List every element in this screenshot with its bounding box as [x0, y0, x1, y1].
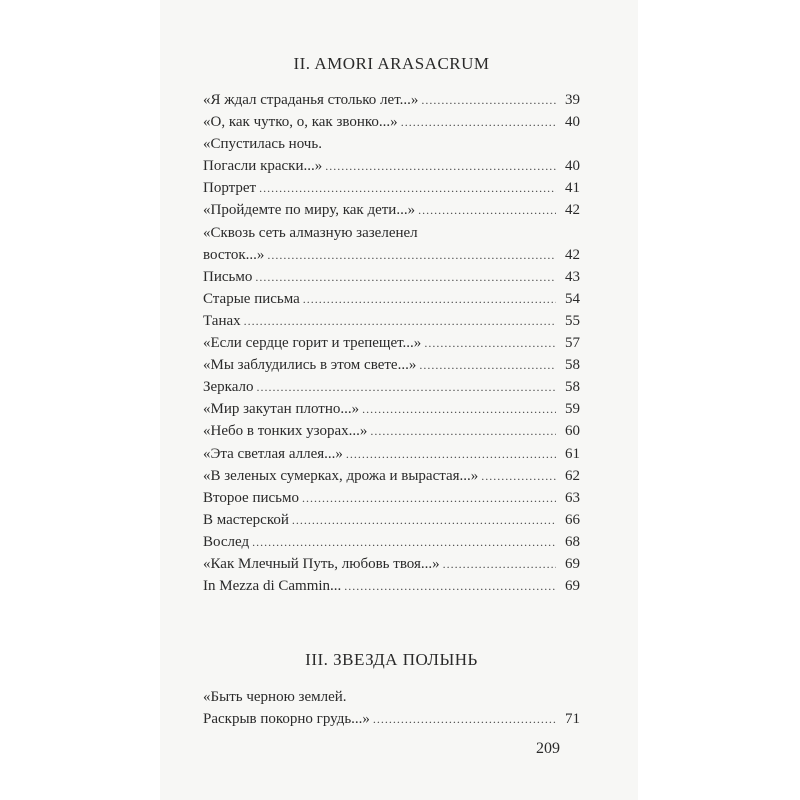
toc-entry-title: «Мир закутан плотно...» — [203, 401, 360, 418]
toc-entry-title: «Спустилась ночь. — [203, 136, 322, 153]
page-number: 209 — [536, 740, 560, 757]
toc-entry-page: 40 — [565, 114, 580, 131]
toc-entry-page: 59 — [565, 401, 580, 418]
toc-entry — [203, 398, 580, 420]
toc-entry — [203, 310, 580, 332]
toc-entry — [203, 244, 580, 266]
toc-entry-page: 62 — [565, 467, 580, 484]
toc-entry — [203, 553, 580, 575]
toc-entry-title: In Mezza di Cammin... — [203, 578, 342, 595]
toc-entry-title: Старые письма — [203, 290, 300, 307]
dot-leader — [267, 244, 556, 266]
dot-leader — [259, 177, 556, 199]
toc-entry — [203, 708, 580, 730]
toc-entry-page: 69 — [565, 578, 580, 595]
toc-entry — [203, 465, 580, 487]
toc-entry-title: «Сквозь сеть алмазную зазеленел — [203, 224, 418, 241]
dot-leader — [401, 111, 556, 133]
toc-entry — [203, 509, 580, 531]
toc-entry-page: 71 — [565, 711, 580, 728]
toc-entry — [203, 376, 580, 398]
toc-entry-page: 39 — [565, 92, 580, 108]
toc-entry-page: 42 — [565, 246, 580, 263]
toc-entry-title: Вослед — [203, 533, 250, 550]
toc-entry-page: 57 — [565, 335, 580, 352]
toc-entry-page: 61 — [565, 445, 580, 462]
dot-leader — [481, 465, 556, 487]
toc-entry-title: «О, как чутко, о, как звонко...» — [203, 114, 398, 131]
dot-leader — [419, 354, 556, 376]
toc-entry-title: «Мы заблудились в этом свете...» — [203, 357, 417, 374]
toc-entry — [203, 443, 580, 465]
toc-entry-page: 63 — [565, 489, 580, 506]
toc-entry-page: 66 — [565, 511, 580, 528]
toc-entry-page: 69 — [565, 555, 580, 572]
toc-entry — [203, 111, 580, 133]
dot-leader — [418, 199, 556, 221]
toc-entry-page: 68 — [565, 533, 580, 550]
toc-entry — [203, 155, 580, 177]
section-heading-3: III. ЗВЕЗДА ПОЛЫНЬ — [305, 650, 478, 669]
toc-entry-title: «Пройдемте по миру, как дети...» — [203, 202, 416, 219]
dot-leader — [370, 420, 556, 442]
toc-entry — [203, 199, 580, 221]
dot-leader — [443, 553, 556, 575]
dot-leader — [373, 708, 556, 730]
dot-leader — [325, 155, 556, 177]
toc-entry — [203, 686, 580, 708]
toc-entry — [203, 332, 580, 354]
toc-list-section-3 — [203, 686, 580, 730]
toc-entry-page: 55 — [565, 312, 580, 329]
toc-list-section-2 — [203, 89, 580, 597]
dot-leader — [252, 531, 556, 553]
dot-leader — [424, 332, 556, 354]
dot-leader — [257, 376, 556, 398]
toc-entry — [203, 177, 580, 199]
toc-entry — [203, 89, 580, 111]
toc-entry — [203, 288, 580, 310]
dot-leader — [244, 310, 556, 332]
toc-entry-page: 42 — [565, 202, 580, 219]
toc-entry-page: 41 — [565, 180, 580, 197]
toc-entry-title: Зеркало — [203, 379, 254, 396]
toc-entry-title: Второе письмо — [203, 489, 299, 506]
toc-entry-title: восток...» — [203, 246, 265, 263]
section-heading-2: II. AMORI ARASACRUM — [293, 54, 490, 73]
toc-entry-title: «В зеленых сумерках, дрожа и вырастая...» — [203, 467, 479, 484]
toc-entry — [203, 575, 580, 597]
toc-entry-title: «Небо в тонких узорах...» — [203, 423, 368, 440]
dot-leader — [344, 575, 556, 597]
toc-entry-title: «Эта светлая аллея...» — [203, 445, 343, 462]
dot-leader — [421, 89, 556, 111]
toc-entry-page: 40 — [565, 158, 580, 175]
toc-entry — [203, 487, 580, 509]
toc-entry-title: Портрет — [203, 180, 257, 197]
dot-leader — [302, 487, 556, 509]
dot-leader — [362, 398, 556, 420]
toc-entry-title: «Я ждал страданья столько лет...» — [203, 92, 419, 108]
toc-entry-page: 58 — [565, 379, 580, 396]
toc-entry — [203, 266, 580, 288]
dot-leader — [346, 443, 556, 465]
toc-entry-title: Раскрыв покорно грудь...» — [203, 711, 370, 728]
toc-entry-title: Письмо — [203, 268, 253, 285]
dot-leader — [292, 509, 556, 531]
toc-entry-title: В мастерской — [203, 511, 289, 528]
toc-entry-title: Танах — [203, 312, 241, 329]
toc-entry-page: 58 — [565, 357, 580, 374]
toc-entry — [203, 420, 580, 442]
toc-entry — [203, 133, 580, 155]
toc-entry — [203, 222, 580, 244]
toc-entry-page: 43 — [565, 268, 580, 285]
toc-entry — [203, 354, 580, 376]
toc-entry-title: «Как Млечный Путь, любовь твоя...» — [203, 555, 440, 572]
toc-entry-page: 54 — [565, 290, 580, 307]
toc-entry-title: «Если сердце горит и трепещет...» — [203, 335, 422, 352]
toc-entry-page: 60 — [565, 423, 580, 440]
toc-entry-title: Погасли краски...» — [203, 158, 323, 175]
toc-entry-title: «Быть черною землей. — [203, 689, 347, 705]
dot-leader — [255, 266, 556, 288]
toc-entry — [203, 531, 580, 553]
dot-leader — [303, 288, 556, 310]
